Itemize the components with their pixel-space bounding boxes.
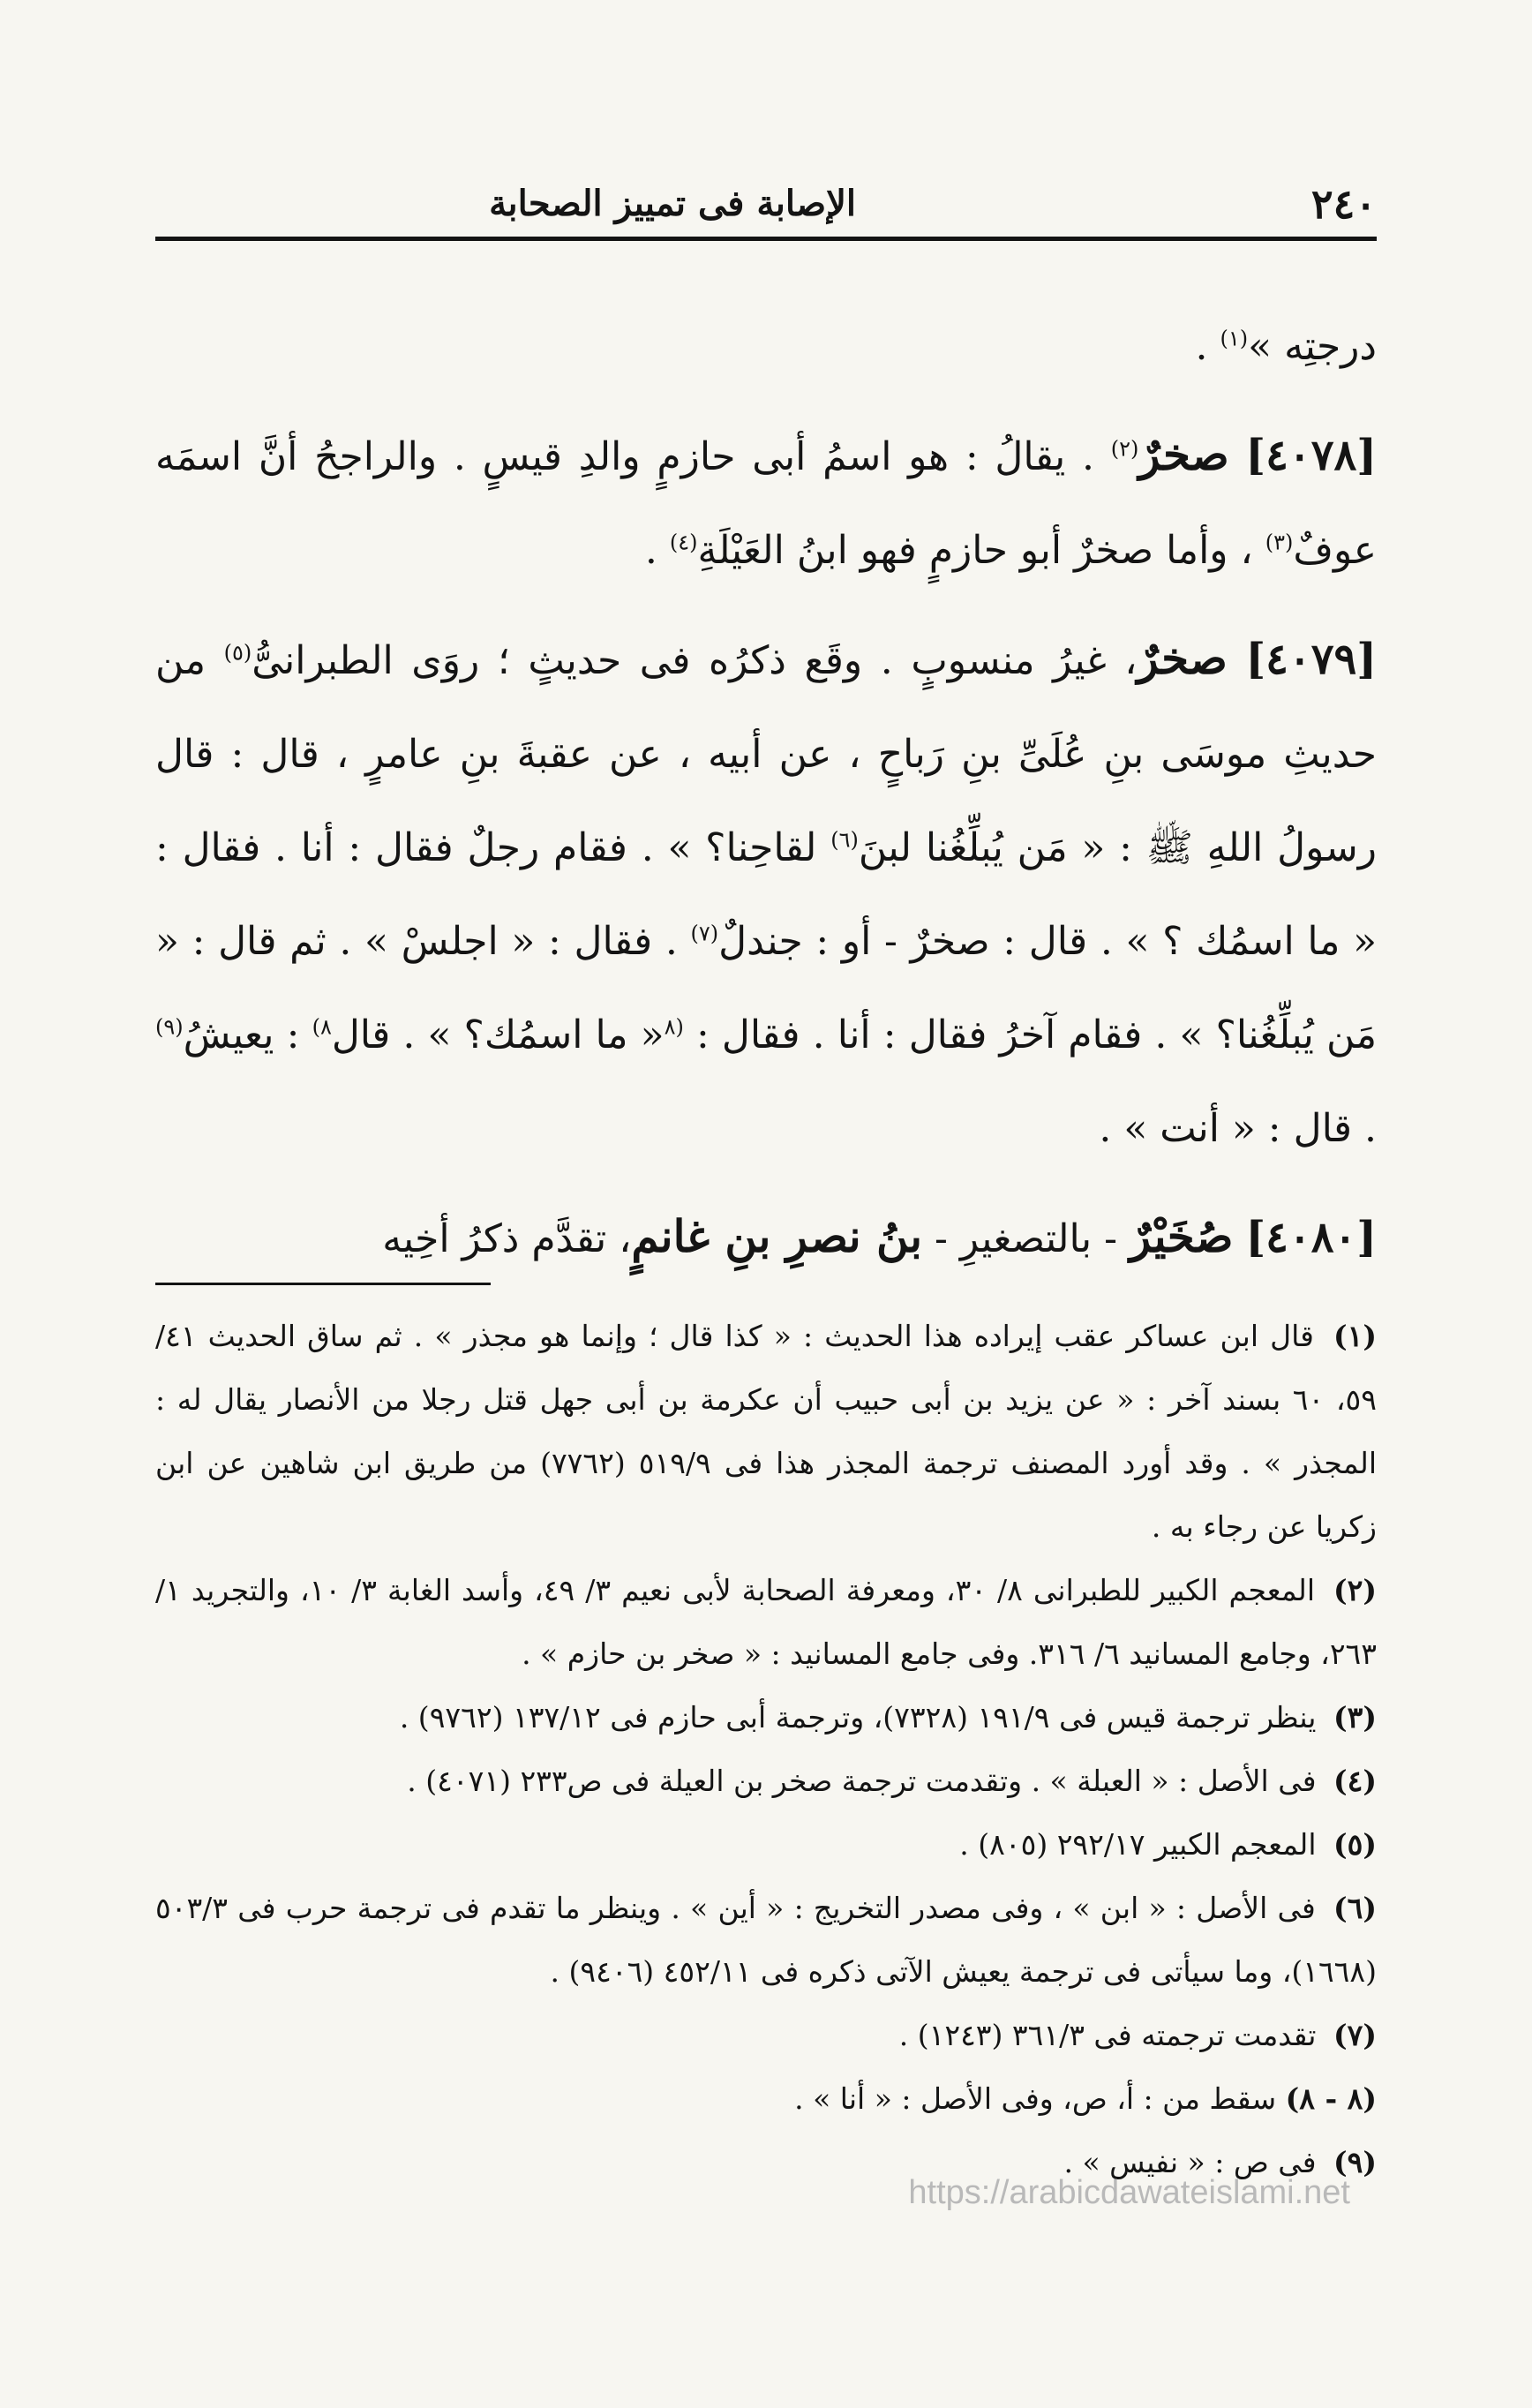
main-text (155, 300, 1377, 1286)
entry-4080: [٤٠٨٠] صُخَيْرٌ - بالتصغيرِ - بنُ نصرِ بنِ غانمٍ، تقدَّم ذكرُ أخِيه (382, 1210, 1377, 1262)
footnote-8: (٨ - ٨) سقط من : أ، ص، وفى الأصل : « أنا » . (155, 2067, 1377, 2131)
footnote-ref: (٦) (830, 827, 859, 853)
footnote-label: (٨ - ٨) (1285, 2081, 1377, 2116)
footnote-ref: (٤) (669, 530, 698, 555)
footnote-label: (٥) (1333, 1827, 1377, 1862)
footnote-ref: ٨) (312, 1014, 332, 1040)
footnote-2: (٢) المعجم الكبير للطبرانى ٨/ ٣٠، ومعرفة الصحابة لأبى نعيم ٣/ ٤٩، وأسد الغابة ٣/ ١٠، والتجريد ١/ ٢٦٣، وجامع المسانيد ٦/ ٣١٦. وفى جامع المسانيد : « صخر بن حازم » . (155, 1559, 1377, 1686)
footnote-3: (٣) ينظر ترجمة قيس فى ١٩١/٩ (٧٣٢٨)، وترجمة أبى حازم فى ١٣٧/١٢ (٩٧٦٢) . (155, 1686, 1377, 1750)
footnote-label: (٢) (1333, 1573, 1378, 1607)
footnote-ref: (٣) (1265, 530, 1294, 555)
entry-name: صخرٌ (1137, 632, 1228, 684)
footnote-ref: (٩) (155, 1014, 184, 1040)
entry-name: صُخَيْرٌ (1130, 1210, 1234, 1262)
footnote-ref: (٧) (690, 921, 719, 946)
entry-number: [٤٠٨٠] (1245, 1213, 1377, 1262)
footnote-4: (٤) فى الأصل : « العبلة » . وتقدمت ترجمة صخر بن العيلة فى ص٢٣٣ (٤٠٧١) . (155, 1750, 1377, 1813)
footnote-label: (١) (1333, 1319, 1377, 1353)
entry-4078: [٤٠٧٨] صخرٌ$^{(٢)}$ . يقالُ : هو اسمُ أبى حازمٍ والدِ قيسٍ . والراجحُ أنَّ اسمَه عوفٌ$^{(٣)}$ ، وأما صخرٌ أبو حازمٍ فهو ابنُ العَيْلَةِ$^{(٤)}$ . (155, 428, 1377, 573)
footnote-9: (٩) فى ص : « نفيس » . (155, 2131, 1377, 2194)
footnote-rule (155, 1283, 491, 1285)
continuation-paragraph: درجتِه »$^{(١)}$ . (1195, 324, 1377, 369)
entry-name-lineage: بنُ نصرِ بنِ غانمٍ (631, 1210, 923, 1262)
footnote-label: (٧) (1333, 2018, 1377, 2052)
entry-4079: [٤٠٧٩] صخرٌ، غيرُ منسوبٍ . وقَع ذكرُه فى حديثٍ ؛ روَى الطبرانىُّ$^{(٥)}$ من حديثِ موسَى بنِ عُلَىِّ بنِ رَباحٍ ، عن أبيه ، عن عقبةَ بنِ عامرٍ ، قال : قال رسولُ اللهِ ﷺ : « مَن يُبلِّغُنا لبنَ$^{(٦)}$ لقاحِنا؟ » . فقام رجلٌ فقال : أنا . فقال : « ما اسمُك ؟ » . قال : صخرٌ - أو : جندلٌ$^{(٧)}$ . فقال : « اجلسْ » . ثم قال : « مَن يُبلِّغُنا؟ » . فقام آخرُ فقال : أنا . فقال : $^{(٨}$« ما اسمُك؟ » . قال$^{٨)}$ : يعيشُ$^{(٩)}$ . قال : « أنت » . (155, 632, 1378, 1151)
footnote-label: (٩) (1333, 2145, 1377, 2179)
running-title: الإصابة فى تمييز الصحابة (489, 183, 856, 224)
footnote-label: (٦) (1333, 1891, 1377, 1925)
entry-name: صخرٌ (1138, 428, 1229, 480)
footnote-5: (٥) المعجم الكبير ٢٩٢/١٧ (٨٠٥) . (155, 1813, 1377, 1877)
header-rule (155, 237, 1377, 241)
watermark-url: https://arabicdawateislami.net (908, 2174, 1350, 2211)
footnote-7: (٧) تقدمت ترجمته فى ٣٦١/٣ (١٢٤٣) . (155, 2004, 1377, 2067)
footnote-label: (٤) (1333, 1764, 1377, 1798)
footnotes (155, 1305, 1377, 2194)
footnote-ref: (٨ (664, 1014, 684, 1040)
entry-number: [٤٠٧٩] (1245, 635, 1377, 684)
footnote-ref: (٥) (223, 640, 252, 666)
footnote-6: (٦) فى الأصل : « ابن » ، وفى مصدر التخريج : « أين » . وينظر ما تقدم فى ترجمة حرب فى ٥٠٣/٣ (١٦٦٨)، وما سيأتى فى ترجمة يعيش الآتى ذكره فى ٤٥٢/١١ (٩٤٠٦) . (155, 1877, 1377, 2004)
page-header (155, 173, 1377, 235)
footnote-ref: (٢) (1110, 436, 1139, 462)
entry-number: [٤٠٧٨] (1245, 431, 1377, 480)
page-number: ٢٤٠ (1310, 180, 1377, 228)
footnote-1: (١) قال ابن عساكر عقب إيراده هذا الحديث : « كذا قال ؛ وإنما هو مجذر » . ثم ساق الحديث ٤١/ ٥٩، ٦٠ بسند آخر : « عن يزيد بن أبى حبيب أن عكرمة بن أبى جهل قتل رجلا من الأنصار يقال له : المجذر » . وقد أورد المصنف ترجمة المجذر هذا فى ٥١٩/٩ (٧٧٦٢) من طريق ابن شاهين عن ابن زكريا عن رجاء به . (155, 1305, 1377, 1559)
footnote-label: (٣) (1333, 1700, 1377, 1735)
footnote-ref: (١) (1220, 326, 1249, 351)
